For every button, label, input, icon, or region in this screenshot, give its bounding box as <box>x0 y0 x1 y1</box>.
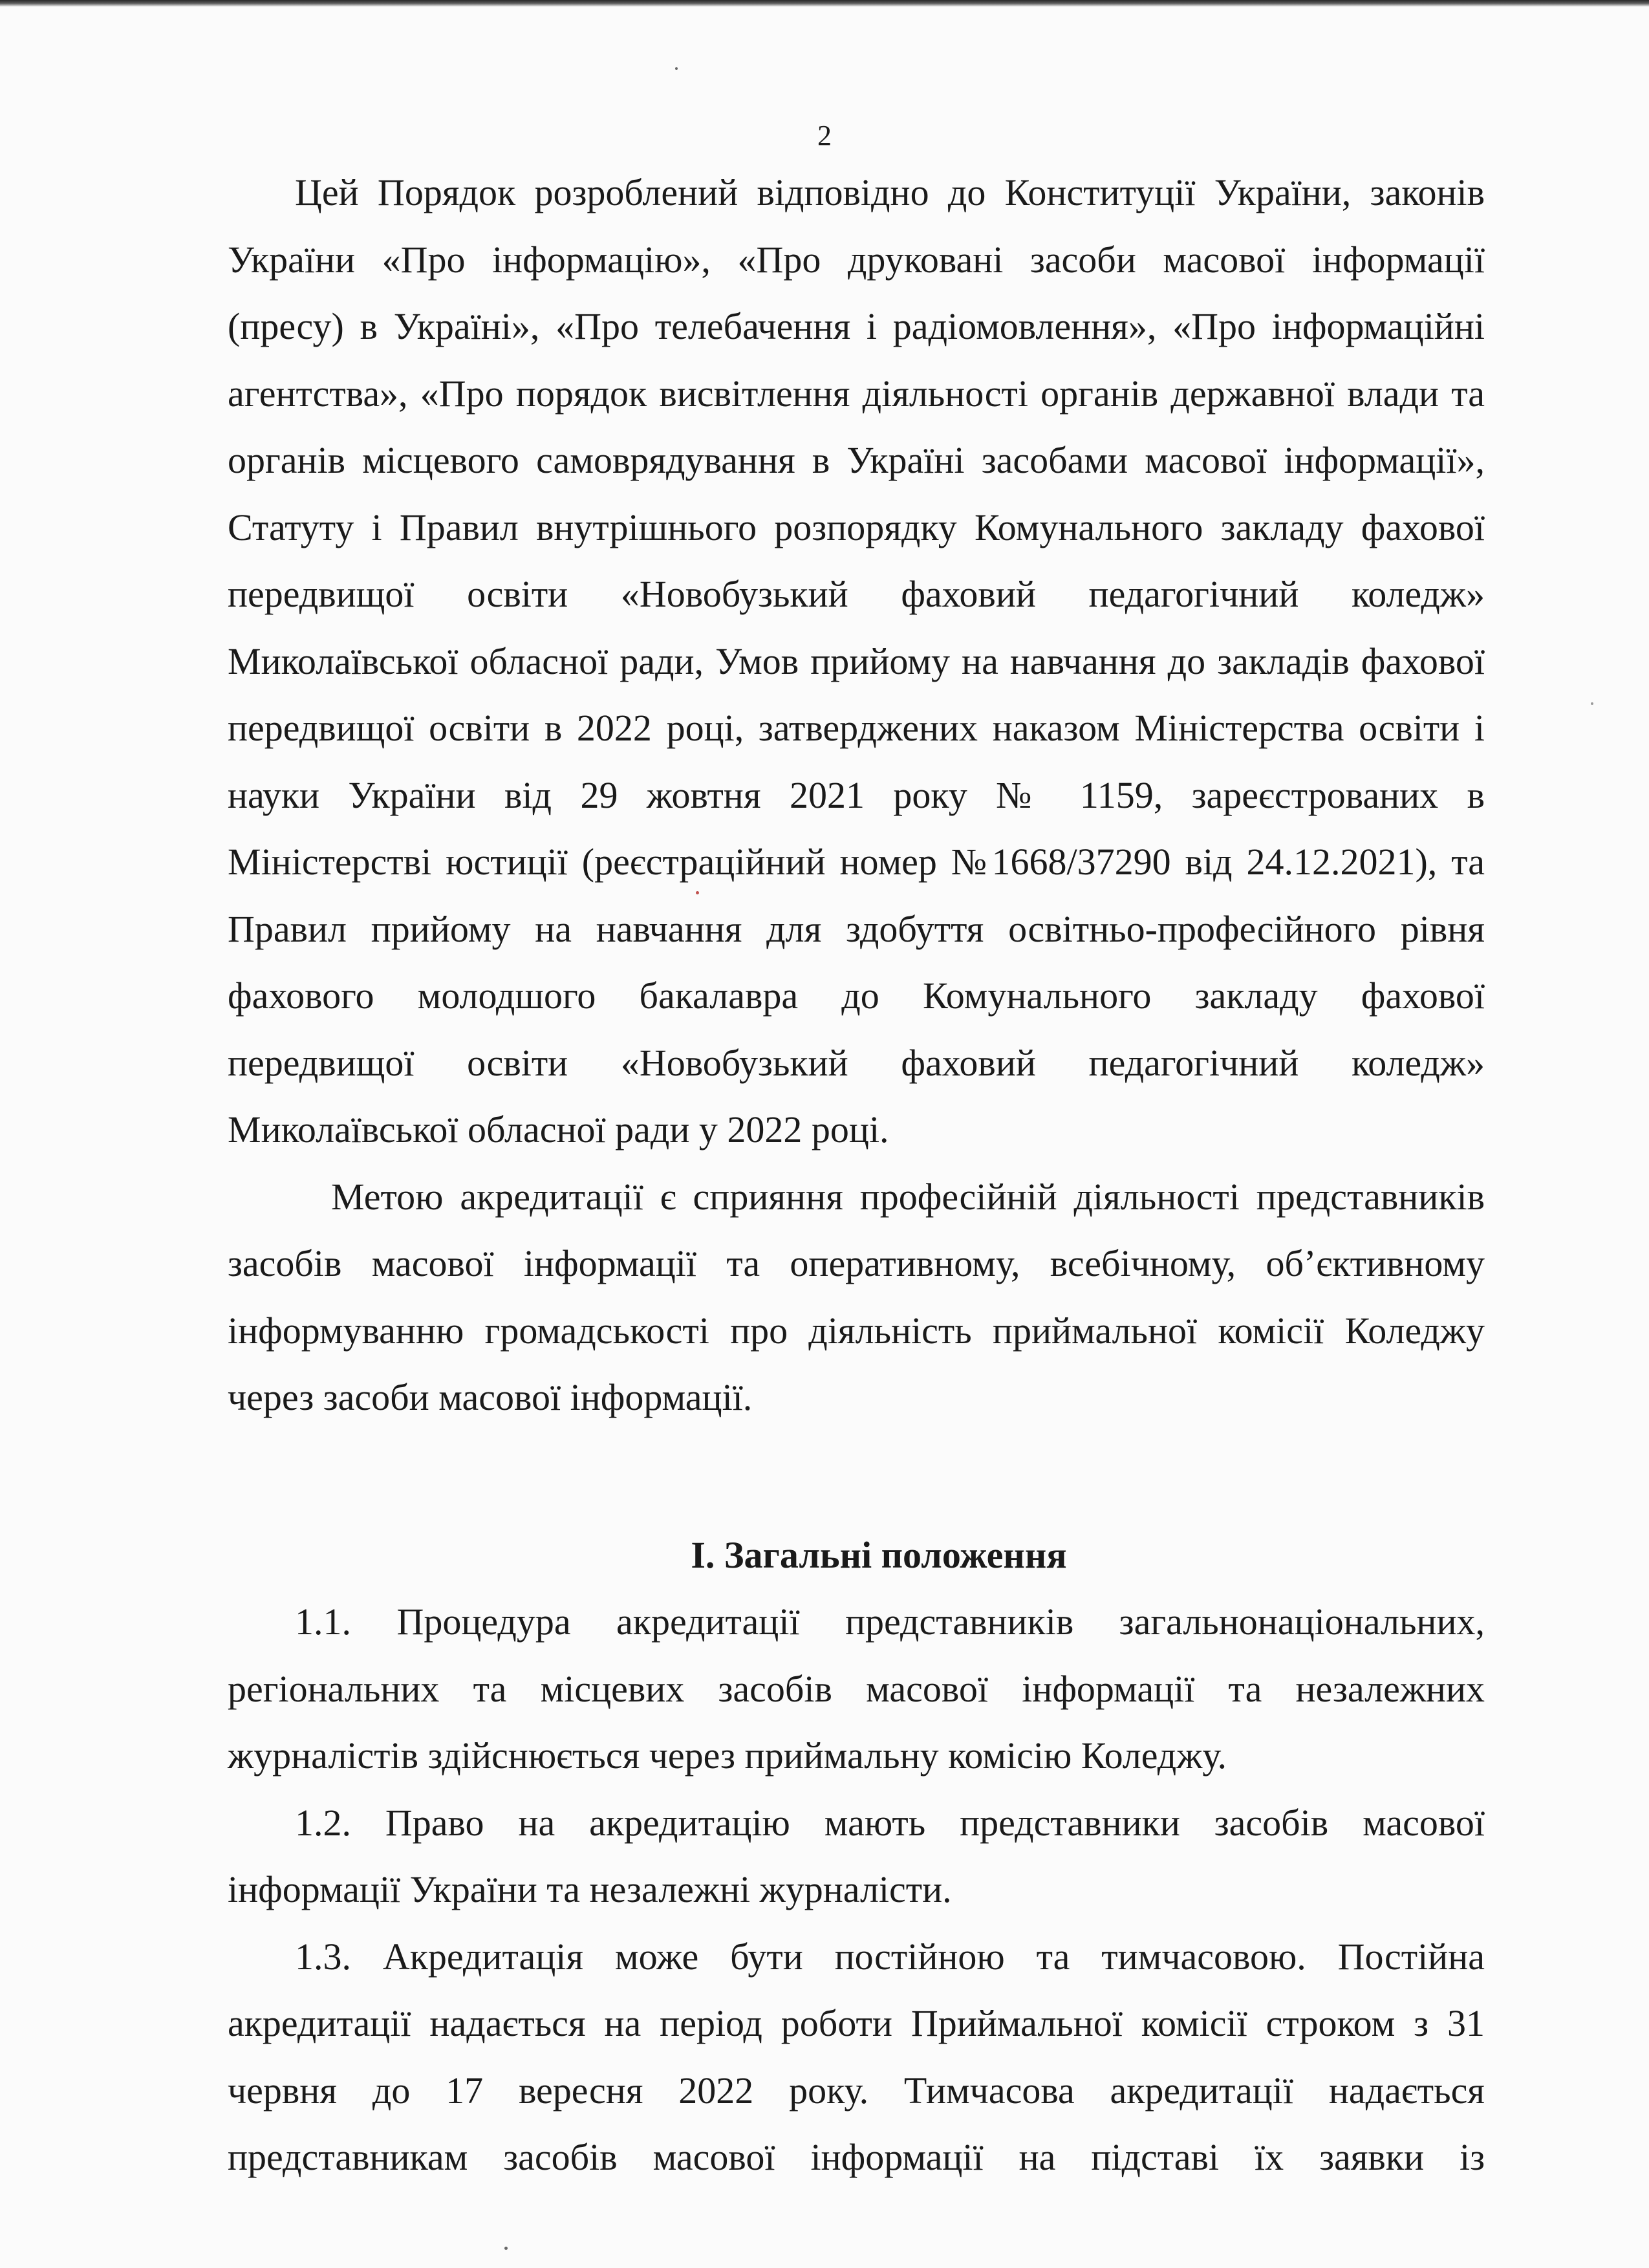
text-line: через засоби масової інформації. <box>228 1376 753 1418</box>
section-heading: І. Загальні положення <box>691 1533 1067 1576</box>
text-line: представникам засобів масової інформації на підставі їх заявки із <box>228 2136 1485 2178</box>
purpose-paragraph <box>228 1163 1485 1431</box>
intro-paragraph <box>228 159 1485 1163</box>
scan-speck <box>1591 702 1593 705</box>
text-line: передвищої освіти «Новобузький фаховий педагогічний коледж» <box>228 573 1485 615</box>
text-line: передвищої освіти «Новобузький фаховий педагогічний коледж» <box>228 1041 1485 1084</box>
text-line: Миколаївської обласної ради у 2022 році. <box>228 1108 889 1150</box>
item-1-1 <box>228 1588 1485 1789</box>
text-line: інформуванню громадськості про діяльність приймальної комісії Коледжу <box>228 1309 1485 1352</box>
text-line: засобів масової інформації та оперативному, всебічному, об’єктивному <box>228 1242 1485 1284</box>
text-line: агентства», «Про порядок висвітлення діяльності органів державної влади та <box>228 372 1485 415</box>
text-line: фахового молодшого бакалавра до Комунального закладу фахової <box>228 975 1485 1017</box>
text-line: інформації України та незалежні журналісти. <box>228 1868 952 1910</box>
text-line: Міністерстві юстиції (реєстраційний номер №1668/37290 від 24.12.2021), та <box>228 841 1485 883</box>
text-line: журналістів здійснюється через приймальну комісію Коледжу. <box>228 1734 1227 1777</box>
text-line: науки України від 29 жовтня 2021 року № 1159, зареєстрованих в <box>228 773 1485 816</box>
text-line: Правил прийому на навчання для здобуття освітньо-професійного рівня <box>228 907 1485 950</box>
scan-top-edge <box>0 0 1649 6</box>
scan-speck <box>696 891 699 894</box>
text-line: Цей Порядок розроблений відповідно до Конституції України, законів <box>295 171 1485 213</box>
scan-speck <box>504 2247 508 2250</box>
document-body <box>228 159 1485 2191</box>
item-1-2 <box>228 1789 1485 1923</box>
text-line: Метою акредитації є сприяння професійній діяльності представників <box>331 1175 1485 1218</box>
text-line: 1.2. Право на акредитацію мають представники засобів масової <box>295 1801 1485 1844</box>
page-number: 2 <box>817 120 832 151</box>
text-line: органів місцевого самоврядування в Україні засобами масової інформації», <box>228 439 1485 481</box>
text-line: України «Про інформацію», «Про друковані засоби масової інформації <box>228 238 1485 281</box>
text-line: передвищої освіти в 2022 році, затверджених наказом Міністерства освіти і <box>228 707 1485 749</box>
text-line: (пресу) в Україні», «Про телебачення і радіомовлення», «Про інформаційні <box>228 305 1485 347</box>
text-line: Статуту і Правил внутрішнього розпорядку Комунального закладу фахової <box>228 506 1485 548</box>
text-line: 1.3. Акредитація може бути постійною та тимчасовою. Постійна <box>295 1935 1485 1978</box>
text-line: регіональних та місцевих засобів масової інформації та незалежних <box>228 1667 1485 1710</box>
text-line: акредитації надається на період роботи Приймальної комісії строком з 31 <box>228 2002 1485 2044</box>
item-1-3 <box>228 1923 1485 2191</box>
text-line: червня до 17 вересня 2022 року. Тимчасова акредитації надається <box>228 2069 1485 2111</box>
text-line: Миколаївської обласної ради, Умов прийому на навчання до закладів фахової <box>228 640 1485 682</box>
text-line: 1.1. Процедура акредитації представників загальнонаціональних, <box>295 1601 1485 1643</box>
scan-speck <box>675 67 678 70</box>
